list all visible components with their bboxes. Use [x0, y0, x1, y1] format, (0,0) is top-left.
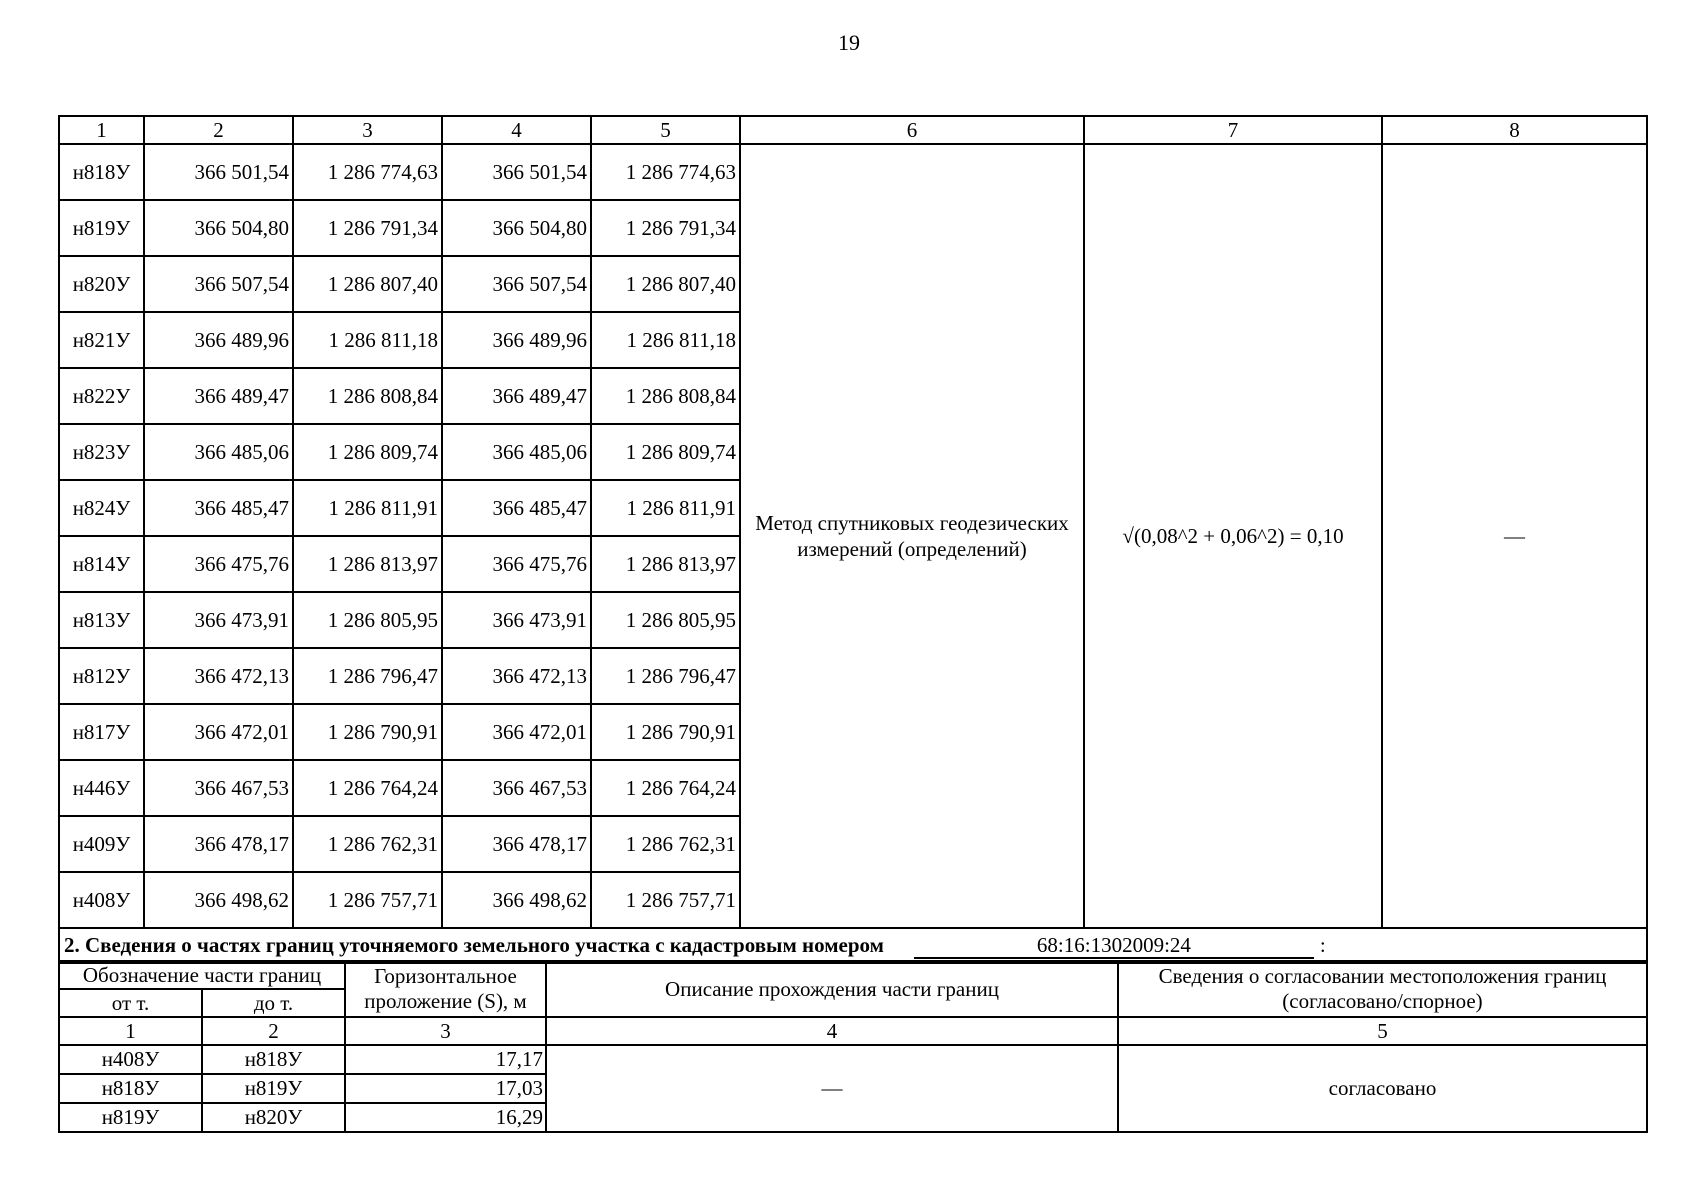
length-header: Горизонтальное проложение (S), м — [345, 961, 546, 1017]
point-label: н813У — [59, 592, 144, 648]
x-coordinate-refined: 366 485,47 — [442, 480, 591, 536]
agreement-header: Сведения о согласовании местоположения границ (согласовано/спорное) — [1118, 961, 1647, 1017]
to-point: н820У — [202, 1103, 345, 1132]
point-label: н820У — [59, 256, 144, 312]
y-coordinate-refined: 1 286 790,91 — [591, 704, 740, 760]
y-coordinate-existing: 1 286 807,40 — [293, 256, 442, 312]
y-coordinate-existing: 1 286 808,84 — [293, 368, 442, 424]
to-point: н819У — [202, 1074, 345, 1103]
y-coordinate-refined: 1 286 774,63 — [591, 144, 740, 200]
x-coordinate-refined: 366 501,54 — [442, 144, 591, 200]
x-coordinate-refined: 366 489,96 — [442, 312, 591, 368]
point-label: н819У — [59, 200, 144, 256]
table-row — [59, 144, 1647, 200]
y-coordinate-refined: 1 286 807,40 — [591, 256, 740, 312]
description-cell: — — [546, 1045, 1118, 1132]
y-coordinate-refined: 1 286 809,74 — [591, 424, 740, 480]
point-label: н812У — [59, 648, 144, 704]
x-coordinate-existing: 366 485,06 — [144, 424, 293, 480]
y-coordinate-existing: 1 286 809,74 — [293, 424, 442, 480]
x-coordinate-existing: 366 489,47 — [144, 368, 293, 424]
y-coordinate-existing: 1 286 774,63 — [293, 144, 442, 200]
y-coordinate-refined: 1 286 811,91 — [591, 480, 740, 536]
section-2-title: 2. Сведения о частях границ уточняемого земельного участка с кадастровым номером — [64, 932, 884, 957]
x-coordinate-refined: 366 504,80 — [442, 200, 591, 256]
y-coordinate-existing: 1 286 764,24 — [293, 760, 442, 816]
column-number: 4 — [442, 116, 591, 144]
x-coordinate-refined: 366 485,06 — [442, 424, 591, 480]
column-number: 1 — [59, 1017, 202, 1045]
y-coordinate-existing: 1 286 811,91 — [293, 480, 442, 536]
y-coordinate-refined: 1 286 808,84 — [591, 368, 740, 424]
from-point: н819У — [59, 1103, 202, 1132]
x-coordinate-existing: 366 485,47 — [144, 480, 293, 536]
x-coordinate-existing: 366 472,13 — [144, 648, 293, 704]
y-coordinate-refined: 1 286 796,47 — [591, 648, 740, 704]
from-header: от т. — [59, 989, 202, 1017]
column-number: 8 — [1382, 116, 1647, 144]
point-label: н822У — [59, 368, 144, 424]
cadastral-number: 68:16:1302009:24 — [914, 933, 1314, 959]
designation-header: Обозначение части границ — [59, 961, 345, 989]
x-coordinate-existing: 366 501,54 — [144, 144, 293, 200]
x-coordinate-existing: 366 478,17 — [144, 816, 293, 872]
parts-column-number-row — [59, 1017, 1647, 1045]
x-coordinate-existing: 366 473,91 — [144, 592, 293, 648]
y-coordinate-refined: 1 286 791,34 — [591, 200, 740, 256]
y-coordinate-existing: 1 286 796,47 — [293, 648, 442, 704]
y-coordinate-existing: 1 286 762,31 — [293, 816, 442, 872]
description-header: Описание прохождения части границ — [546, 961, 1118, 1017]
point-label: н817У — [59, 704, 144, 760]
x-coordinate-existing: 366 489,96 — [144, 312, 293, 368]
x-coordinate-refined: 366 498,62 — [442, 872, 591, 928]
point-label: н818У — [59, 144, 144, 200]
point-label: н823У — [59, 424, 144, 480]
point-label: н409У — [59, 816, 144, 872]
table-row — [59, 1045, 1647, 1074]
x-coordinate-existing: 366 472,01 — [144, 704, 293, 760]
y-coordinate-refined: 1 286 811,18 — [591, 312, 740, 368]
column-number: 7 — [1084, 116, 1382, 144]
y-coordinate-existing: 1 286 811,18 — [293, 312, 442, 368]
accuracy-cell: √(0,08^2 + 0,06^2) = 0,10 — [1084, 144, 1382, 928]
column-number: 1 — [59, 116, 144, 144]
coordinates-table — [58, 115, 1648, 964]
y-coordinate-refined: 1 286 813,97 — [591, 536, 740, 592]
horizontal-length: 16,29 — [345, 1103, 546, 1132]
x-coordinate-refined: 366 473,91 — [442, 592, 591, 648]
section-2-title-row — [59, 928, 1647, 963]
y-coordinate-existing: 1 286 790,91 — [293, 704, 442, 760]
y-coordinate-existing: 1 286 805,95 — [293, 592, 442, 648]
column-number: 2 — [202, 1017, 345, 1045]
y-coordinate-refined: 1 286 805,95 — [591, 592, 740, 648]
column-number: 6 — [740, 116, 1084, 144]
x-coordinate-refined: 366 489,47 — [442, 368, 591, 424]
column-number: 5 — [1118, 1017, 1647, 1045]
column-number: 3 — [293, 116, 442, 144]
method-cell: Метод спутниковых геодезических измерений (определений) — [740, 144, 1084, 928]
x-coordinate-refined: 366 472,13 — [442, 648, 591, 704]
x-coordinate-existing: 366 467,53 — [144, 760, 293, 816]
from-point: н818У — [59, 1074, 202, 1103]
point-label: н814У — [59, 536, 144, 592]
x-coordinate-refined: 366 467,53 — [442, 760, 591, 816]
page-number: 19 — [838, 30, 860, 55]
to-point: н818У — [202, 1045, 345, 1074]
column-number: 4 — [546, 1017, 1118, 1045]
x-coordinate-refined: 366 475,76 — [442, 536, 591, 592]
point-label: н408У — [59, 872, 144, 928]
y-coordinate-refined: 1 286 757,71 — [591, 872, 740, 928]
y-coordinate-existing: 1 286 757,71 — [293, 872, 442, 928]
x-coordinate-refined: 366 507,54 — [442, 256, 591, 312]
column-number: 3 — [345, 1017, 546, 1045]
column-number-row — [59, 116, 1647, 144]
point-label: н824У — [59, 480, 144, 536]
column-number: 2 — [144, 116, 293, 144]
agreement-cell: согласовано — [1118, 1045, 1647, 1132]
y-coordinate-refined: 1 286 762,31 — [591, 816, 740, 872]
horizontal-length: 17,03 — [345, 1074, 546, 1103]
boundary-parts-table — [58, 960, 1648, 1133]
y-coordinate-existing: 1 286 791,34 — [293, 200, 442, 256]
x-coordinate-existing: 366 507,54 — [144, 256, 293, 312]
x-coordinate-refined: 366 478,17 — [442, 816, 591, 872]
horizontal-length: 17,17 — [345, 1045, 546, 1074]
y-coordinate-existing: 1 286 813,97 — [293, 536, 442, 592]
from-point: н408У — [59, 1045, 202, 1074]
x-coordinate-existing: 366 504,80 — [144, 200, 293, 256]
to-header: до т. — [202, 989, 345, 1017]
x-coordinate-refined: 366 472,01 — [442, 704, 591, 760]
y-coordinate-refined: 1 286 764,24 — [591, 760, 740, 816]
title-colon: : — [1319, 932, 1326, 957]
x-coordinate-existing: 366 475,76 — [144, 536, 293, 592]
x-coordinate-existing: 366 498,62 — [144, 872, 293, 928]
column-number: 5 — [591, 116, 740, 144]
column8-dash: — — [1382, 144, 1647, 928]
point-label: н446У — [59, 760, 144, 816]
point-label: н821У — [59, 312, 144, 368]
